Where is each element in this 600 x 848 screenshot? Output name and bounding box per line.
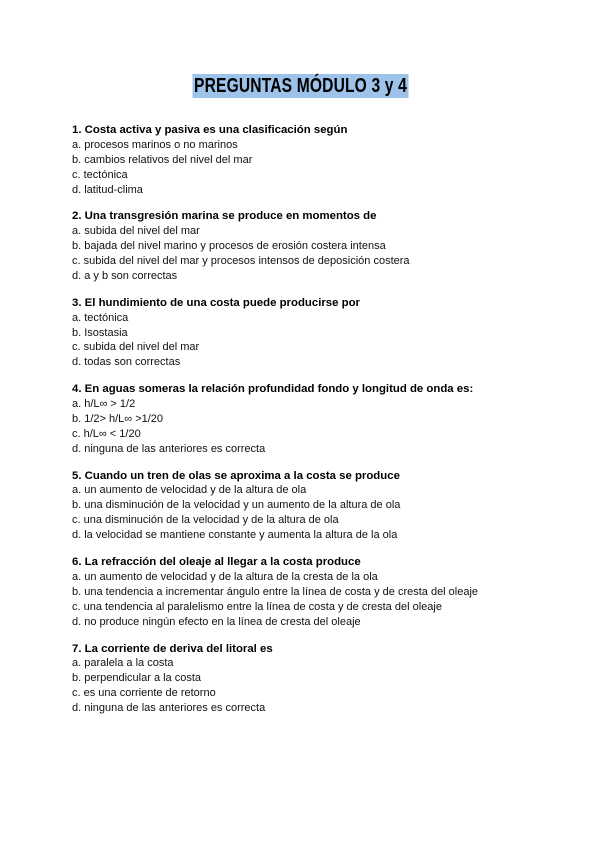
option-a: a. tectónica <box>72 311 129 324</box>
option-a: a. un aumento de velocidad y de la altura de la cresta de la ola <box>72 570 378 583</box>
option-a: a. un aumento de velocidad y de la altura de ola <box>72 484 307 497</box>
option-b: b. Isostasia <box>72 326 128 339</box>
option-c: c. subida del nivel del mar y procesos intensos de deposición costera <box>72 255 410 268</box>
question-list <box>72 123 572 728</box>
question-text: 5. Cuando un tren de olas se aproxima a la costa se produce <box>72 469 400 482</box>
option-a: a. h/L∞ > 1/2 <box>72 398 136 411</box>
option-a: a. subida del nivel del mar <box>72 225 200 238</box>
option-d: d. todas son correctas <box>72 356 181 369</box>
option-d: d. a y b son correctas <box>72 269 178 282</box>
option-b: b. cambios relativos del nivel del mar <box>72 153 253 166</box>
option-c: c. h/L∞ < 1/20 <box>72 427 141 440</box>
option-c: c. una tendencia al paralelismo entre la línea de costa y de cresta del oleaje <box>72 600 442 613</box>
question-text: 6. La refracción del oleaje al llegar a la costa produce <box>72 556 361 569</box>
question-text: 3. El hundimiento de una costa puede producirse por <box>72 296 360 309</box>
option-b: b. perpendicular a la costa <box>72 672 202 685</box>
option-d: d. ninguna de las anteriores es correcta <box>72 442 266 455</box>
option-c: c. tectónica <box>72 168 128 181</box>
option-d: d. no produce ningún efecto en la línea de cresta del oleaje <box>72 615 361 628</box>
title-container <box>0 74 600 98</box>
question-1 <box>72 123 572 197</box>
document-title: PREGUNTAS MÓDULO 3 y 4 <box>193 75 407 97</box>
option-a: a. paralela a la costa <box>72 657 174 670</box>
option-b: b. una tendencia a incrementar ángulo entre la línea de costa y de cresta del oleaje <box>72 585 479 598</box>
question-text: 1. Costa activa y pasiva es una clasificación según <box>72 124 348 136</box>
option-c: c. es una corriente de retorno <box>72 687 216 700</box>
question-text: 4. En aguas someras la relación profundidad fondo y longitud de onda es: <box>72 383 474 396</box>
option-b: b. una disminución de la velocidad y un aumento de la altura de ola <box>72 499 401 512</box>
question-2 <box>72 209 572 283</box>
question-5 <box>72 469 572 543</box>
question-6 <box>72 555 572 629</box>
question-4 <box>72 382 572 456</box>
question-text: 2. Una transgresión marina se produce en momentos de <box>72 210 377 223</box>
question-text: 7. La corriente de deriva del litoral es <box>72 642 273 655</box>
option-c: c. subida del nivel del mar <box>72 341 200 354</box>
option-b: b. bajada del nivel marino y procesos de erosión costera intensa <box>72 240 386 253</box>
option-a: a. procesos marinos o no marinos <box>72 138 238 151</box>
option-d: d. ninguna de las anteriores es correcta <box>72 702 266 715</box>
option-d: d. la velocidad se mantiene constante y aumenta la altura de la ola <box>72 529 398 542</box>
option-d: d. latitud-clima <box>72 183 143 196</box>
option-b: b. 1/2> h/L∞ >1/20 <box>72 412 164 425</box>
option-c: c. una disminución de la velocidad y de la altura de ola <box>72 514 339 527</box>
question-7 <box>72 642 572 716</box>
question-3 <box>72 296 572 370</box>
